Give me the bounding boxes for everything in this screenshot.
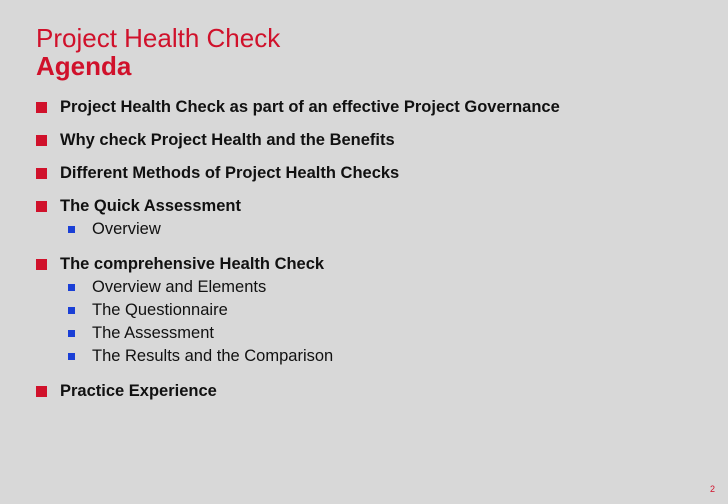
square-bullet-icon <box>68 284 75 291</box>
agenda-item-label: Practice Experience <box>60 382 217 400</box>
agenda-subitem <box>60 299 696 322</box>
agenda-list <box>36 97 696 414</box>
agenda-item-label: Project Health Check as part of an effective Project Governance <box>60 98 560 116</box>
agenda-subitem-label: Overview <box>92 220 161 238</box>
agenda-item <box>36 97 696 117</box>
agenda-item <box>36 254 696 368</box>
agenda-subitem <box>60 218 696 241</box>
agenda-sublist <box>60 276 696 368</box>
square-bullet-icon <box>36 386 47 397</box>
agenda-subitem-label: The Questionnaire <box>92 301 228 319</box>
square-bullet-icon <box>36 168 47 179</box>
agenda-subitem-label: The Results and the Comparison <box>92 347 334 365</box>
square-bullet-icon <box>68 307 75 314</box>
square-bullet-icon <box>36 201 47 212</box>
page-number: 2 <box>709 484 715 494</box>
agenda-item-label: The comprehensive Health Check <box>60 255 325 273</box>
agenda-sublist <box>60 218 696 241</box>
square-bullet-icon <box>36 102 47 113</box>
slide-title: Project Health Check <box>36 23 281 53</box>
square-bullet-icon <box>36 135 47 146</box>
title-block <box>36 24 280 80</box>
agenda-item-label: The Quick Assessment <box>60 197 241 215</box>
agenda-subitem <box>60 322 696 345</box>
agenda-subitem-label: Overview and Elements <box>92 278 267 296</box>
square-bullet-icon <box>68 330 75 337</box>
agenda-item <box>36 163 696 183</box>
agenda-subitem-label: The Assessment <box>92 324 214 342</box>
agenda-subitem <box>60 276 696 299</box>
agenda-item <box>36 381 696 401</box>
slide-subtitle: Agenda <box>36 51 132 81</box>
agenda-item-label: Different Methods of Project Health Checks <box>60 164 400 182</box>
agenda-subitem <box>60 345 696 368</box>
square-bullet-icon <box>68 226 75 233</box>
agenda-item-label: Why check Project Health and the Benefits <box>60 131 395 149</box>
square-bullet-icon <box>36 259 47 270</box>
agenda-item <box>36 196 696 241</box>
agenda-item <box>36 130 696 150</box>
square-bullet-icon <box>68 353 75 360</box>
